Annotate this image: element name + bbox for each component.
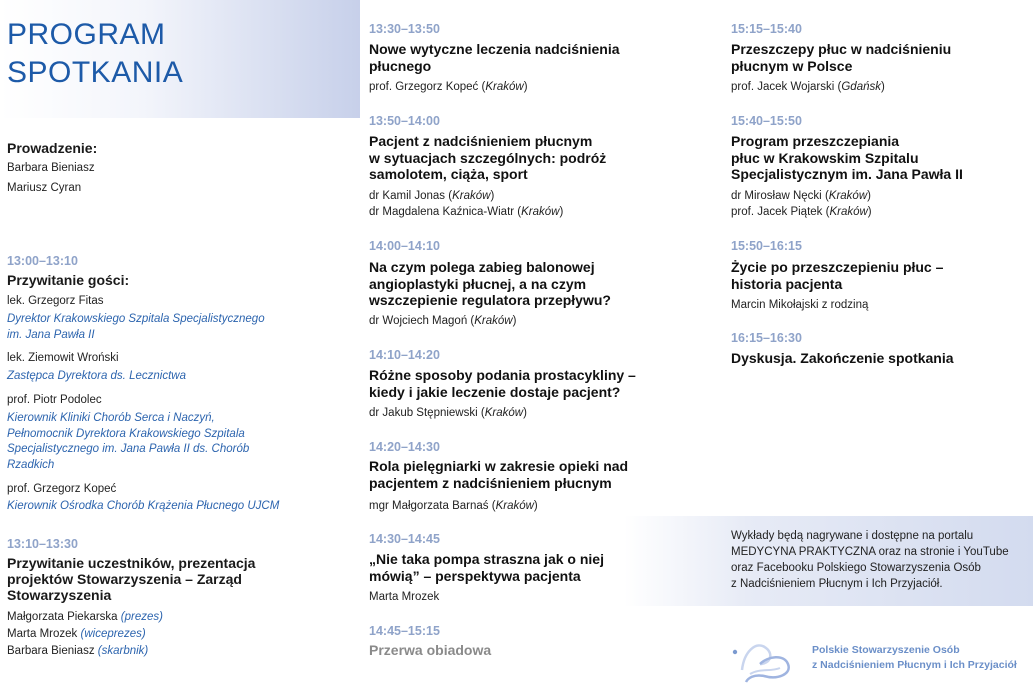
session-time: 14:10–14:20 (369, 348, 440, 362)
page-title (7, 16, 183, 92)
session-title: Przeszczepy płuc w nadciśnieniu płucnym w Polsce (731, 41, 952, 74)
board-member: Małgorzata Piekarska (prezes) (7, 611, 163, 623)
guest-name: lek. Ziemowit Wroński (7, 352, 119, 364)
title-line-1: PROGRAM (7, 18, 166, 51)
session-time: 15:15–15:40 (731, 22, 802, 36)
speaker: dr Kamil Jonas (Kraków) (369, 190, 495, 202)
guest-name: lek. Grzegorz Fitas (7, 295, 104, 307)
speaker: dr Magdalena Kaźnica-Wiatr (Kraków) (369, 206, 564, 218)
speaker: dr Mirosław Nęcki (Kraków) (731, 190, 871, 202)
session-time: 13:00–13:10 (7, 254, 78, 268)
association-name: Polskie Stowarzyszenie Osób z Nadciśnieniem Płucnym i Ich Przyjaciół (812, 644, 1017, 671)
host-name: Mariusz Cyran (7, 182, 82, 194)
session-time: 16:15–16:30 (731, 331, 802, 345)
session-time: 14:20–14:30 (369, 440, 440, 454)
session-time: 14:45–15:15 (369, 624, 440, 638)
session-title: Życie po przeszczepieniu płuc – historia pacjenta (731, 259, 944, 292)
session-time: 15:50–16:15 (731, 239, 802, 253)
speaker: prof. Jacek Wojarski (Gdańsk) (731, 81, 885, 93)
board-member: Marta Mrozek (wiceprezes) (7, 628, 146, 640)
speaker: mgr Małgorzata Barnaś (Kraków) (369, 500, 538, 512)
session-title: Na czym polega zabieg balonowej angioplastyki płucnej, a na czym wszczepienie regulatora przepływu? (369, 259, 611, 308)
session-title: Przerwa obiadowa (369, 642, 492, 658)
session-time: 13:30–13:50 (369, 22, 440, 36)
guest-role: Dyrektor Krakowskiego Szpitala Specjalistycznego im. Jana Pawła II (7, 313, 265, 341)
speaker: prof. Jacek Piątek (Kraków) (731, 206, 872, 218)
guest-name: prof. Piotr Podolec (7, 394, 102, 406)
session-title: Nowe wytyczne leczenia nadciśnienia płucnego (369, 41, 620, 74)
session-time: 14:30–14:45 (369, 532, 440, 546)
guest-name: prof. Grzegorz Kopeć (7, 483, 117, 495)
session-title: Przywitanie gości: (7, 272, 130, 288)
session-time: 13:50–14:00 (369, 114, 440, 128)
speaker: Marta Mrozek (369, 591, 440, 603)
session-time: 15:40–15:50 (731, 114, 802, 128)
speaker: dr Wojciech Magoń (Kraków) (369, 315, 517, 327)
association-logo-icon (730, 634, 800, 684)
session-time: 13:10–13:30 (7, 537, 78, 551)
session-title: Dyskusja. Zakończenie spotkania (731, 350, 954, 366)
speaker: Marcin Mikołajski z rodziną (731, 299, 869, 311)
session-title: Program przeszczepiania płuc w Krakowskim Szpitalu Specjalistycznym im. Jana Pawła II (731, 133, 963, 182)
session-title: Różne sposoby podania prostacykliny – kiedy i jakie leczenie dostaje pacjent? (369, 367, 636, 400)
speaker: prof. Grzegorz Kopeć (Kraków) (369, 81, 528, 93)
guest-role: Zastępca Dyrektora ds. Lecznictwa (7, 370, 186, 382)
session-title: Rola pielęgniarki w zakresie opieki nad pacjentem z nadciśnieniem płucnym (369, 458, 629, 491)
hosts-label: Prowadzenie: (7, 140, 98, 156)
session-time: 14:00–14:10 (369, 239, 440, 253)
session-title: „Nie taka pompa straszna jak o niej mówią” – perspektywa pacjenta (369, 551, 604, 584)
guest-role: Kierownik Ośrodka Chorób Krążenia Płucnego UJCM (7, 500, 280, 512)
guest-role: Kierownik Kliniki Chorób Serca i Naczyń, Pełnomocnik Dyrektora Krakowskiego Szpitala Specjalistycznego im. Jana Pawła II ds. Chorób Rzadkich (7, 412, 250, 471)
session-title: Pacjent z nadciśnieniem płucnym w sytuacjach szczególnych: podróż samolotem, ciąża, sport (369, 133, 607, 182)
speaker: dr Jakub Stępniewski (Kraków) (369, 407, 527, 419)
board-member: Barbara Bieniasz (skarbnik) (7, 645, 149, 657)
title-line-2: SPOTKANIA (7, 56, 184, 89)
host-name: Barbara Bieniasz (7, 162, 95, 174)
session-title: Przywitanie uczestników, prezentacja projektów Stowarzyszenia – Zarząd Stowarzyszenia (7, 555, 256, 603)
recording-notice: Wykłady będą nagrywane i dostępne na portalu MEDYCYNA PRAKTYCZNA oraz na stronie i YouTube oraz Facebooku Polskiego Stowarzyszenia Osób z Nadciśnieniem Płucnym i Ich Przyjaciół. (731, 530, 1009, 590)
